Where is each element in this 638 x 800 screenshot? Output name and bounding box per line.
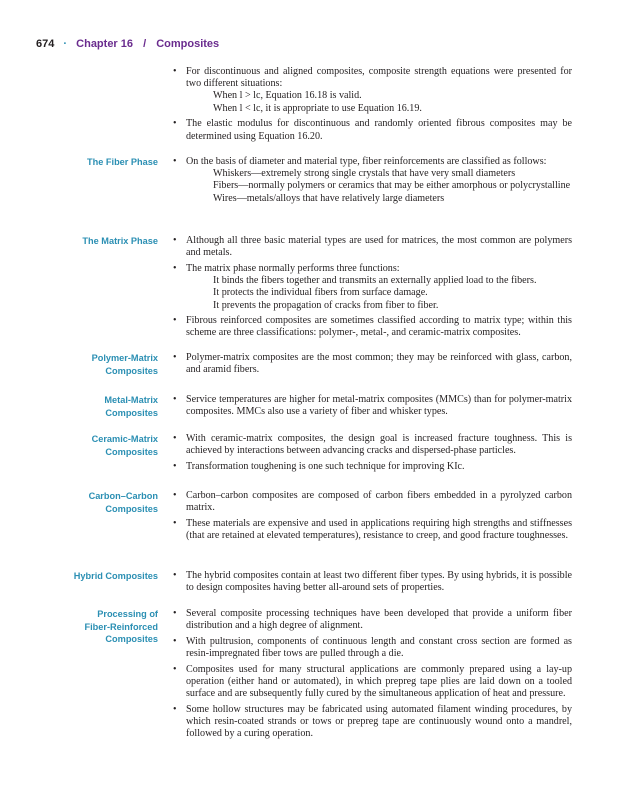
bullet-elastic-modulus: • The elastic modulus for discontinuous and randomly oriented fibrous composites may be determined using Equation 16.20. <box>172 118 572 142</box>
sub-item: Wires—metals/alloys that have relatively large diameters <box>213 192 445 204</box>
bullet-hybrid: • The hybrid composites contain at least two different fiber types. By using hybrids, it is possible to design composites having better all-around sets of properties. <box>172 570 572 594</box>
running-header <box>36 38 219 54</box>
bullet-metal-matrix: • Service temperatures are higher for metal-matrix composites (MMCs) than for polymer-matrix composites. MMCs also use a variety of fiber and whisker types. <box>172 394 572 418</box>
sub-item: When l > lc, Equation 16.18 is valid. <box>213 90 362 102</box>
bullet-matrix-functions: • The matrix phase normally performs three functions: It binds the fibers together and transmits an externally applied load to the fibers. It protects the individual fibers from surface damage. It prevents the propagation of cracks from fiber to fiber. <box>172 263 572 312</box>
bullet-layup: • Composites used for many structural applications are commonly prepared using a lay-up operation (either hand or automated), in which prepreg tape plies are laid down on a tooled surface and are subsequently fully cured by the simultaneous application of heat and pressure. <box>172 664 572 701</box>
margin-label-carbon-carbon: Carbon–Carbon Composites <box>88 491 158 514</box>
bullet-ceramic-toughness: • With ceramic-matrix composites, the design goal is increased fracture toughness. This is achieved by interactions between advancing cracks and dispersed-phase particles. <box>172 433 572 457</box>
chapter-title: Chapter 16 <box>76 38 134 50</box>
sub-item: Fibers—normally polymers or ceramics that may be either amorphous or polycrystalline <box>213 180 571 192</box>
sub-item: It binds the fibers together and transmits an externally applied load to the fibers. <box>213 275 537 287</box>
header-slash: / <box>143 38 147 50</box>
margin-label-fiber-phase: The Fiber Phase <box>87 157 158 167</box>
section-title: Composites <box>156 38 220 50</box>
bullet-transformation-toughening: • Transformation toughening is one such technique for improving KIc. <box>172 461 572 473</box>
bullet-pultrusion: • With pultrusion, components of continuous length and constant cross section are formed as resin-impregnated fiber tows are pulled through a die. <box>172 636 572 660</box>
page-number: 674 <box>36 38 55 50</box>
bullet-fiber-classification: • On the basis of diameter and material type, fiber reinforcements are classified as follows: Whiskers—extremely strong single crystals that have very small diameters Fibers—normally polymers or ceramics that may be either amorphous or polycrystalline Wires—metals/alloys that have relatively large diameters <box>172 156 572 205</box>
margin-label-processing: Processing of Fiber-Reinforced Composites <box>84 609 158 644</box>
sub-item: Whiskers—extremely strong single crystals that have very small diameters <box>213 168 516 180</box>
sub-item: When l < lc, it is appropriate to use Equation 16.19. <box>213 102 422 114</box>
margin-label-matrix-phase: The Matrix Phase <box>82 236 158 246</box>
bullet-processing-techniques: • Several composite processing techniques have been developed that provide a uniform fiber distribution and a high degree of alignment. <box>172 608 572 632</box>
bullet-matrix-materials: • Although all three basic material types are used for matrices, the most common are polymers and metals. <box>172 235 572 259</box>
sub-item: It protects the individual fibers from surface damage. <box>213 287 428 299</box>
bullet-strength-equations: • For discontinuous and aligned composites, composite strength equations were presented for two different situations: When l > lc, Equation 16.18 is valid. When l < lc, it is appropriate to use Equation 16.19. <box>172 66 572 115</box>
sub-item: It prevents the propagation of cracks from fiber to fiber. <box>213 299 439 311</box>
bullet-carbon-composition: • Carbon–carbon composites are composed of carbon fibers embedded in a pyrolyzed carbon matrix. <box>172 490 572 514</box>
bullet-carbon-applications: • These materials are expensive and used in applications requiring high strengths and stiffnesses (that are retained at elevated temperatures), resistance to creep, and good fracture toughnesses. <box>172 518 572 542</box>
bullet-filament-winding: • Some hollow structures may be fabricated using automated filament winding procedures, by which resin-coated strands or tows or prepreg tape are continuously wound onto a mandrel, followed by a curing operation. <box>172 704 572 741</box>
margin-label-metal-matrix: Metal-Matrix Composites <box>104 395 158 418</box>
margin-label-polymer-matrix: Polymer-Matrix Composites <box>91 353 158 376</box>
margin-label-hybrid: Hybrid Composites <box>73 571 158 581</box>
margin-label-ceramic-matrix: Ceramic-Matrix Composites <box>91 434 158 457</box>
bullet-matrix-classification: • Fibrous reinforced composites are sometimes classified according to matrix type; within this scheme are three classifications: polymer-, metal-, and ceramic-matrix composites. <box>172 315 572 339</box>
header-separator: · <box>63 38 68 50</box>
bullet-polymer-matrix: • Polymer-matrix composites are the most common; they may be reinforced with glass, carbon, and aramid fibers. <box>172 352 572 376</box>
